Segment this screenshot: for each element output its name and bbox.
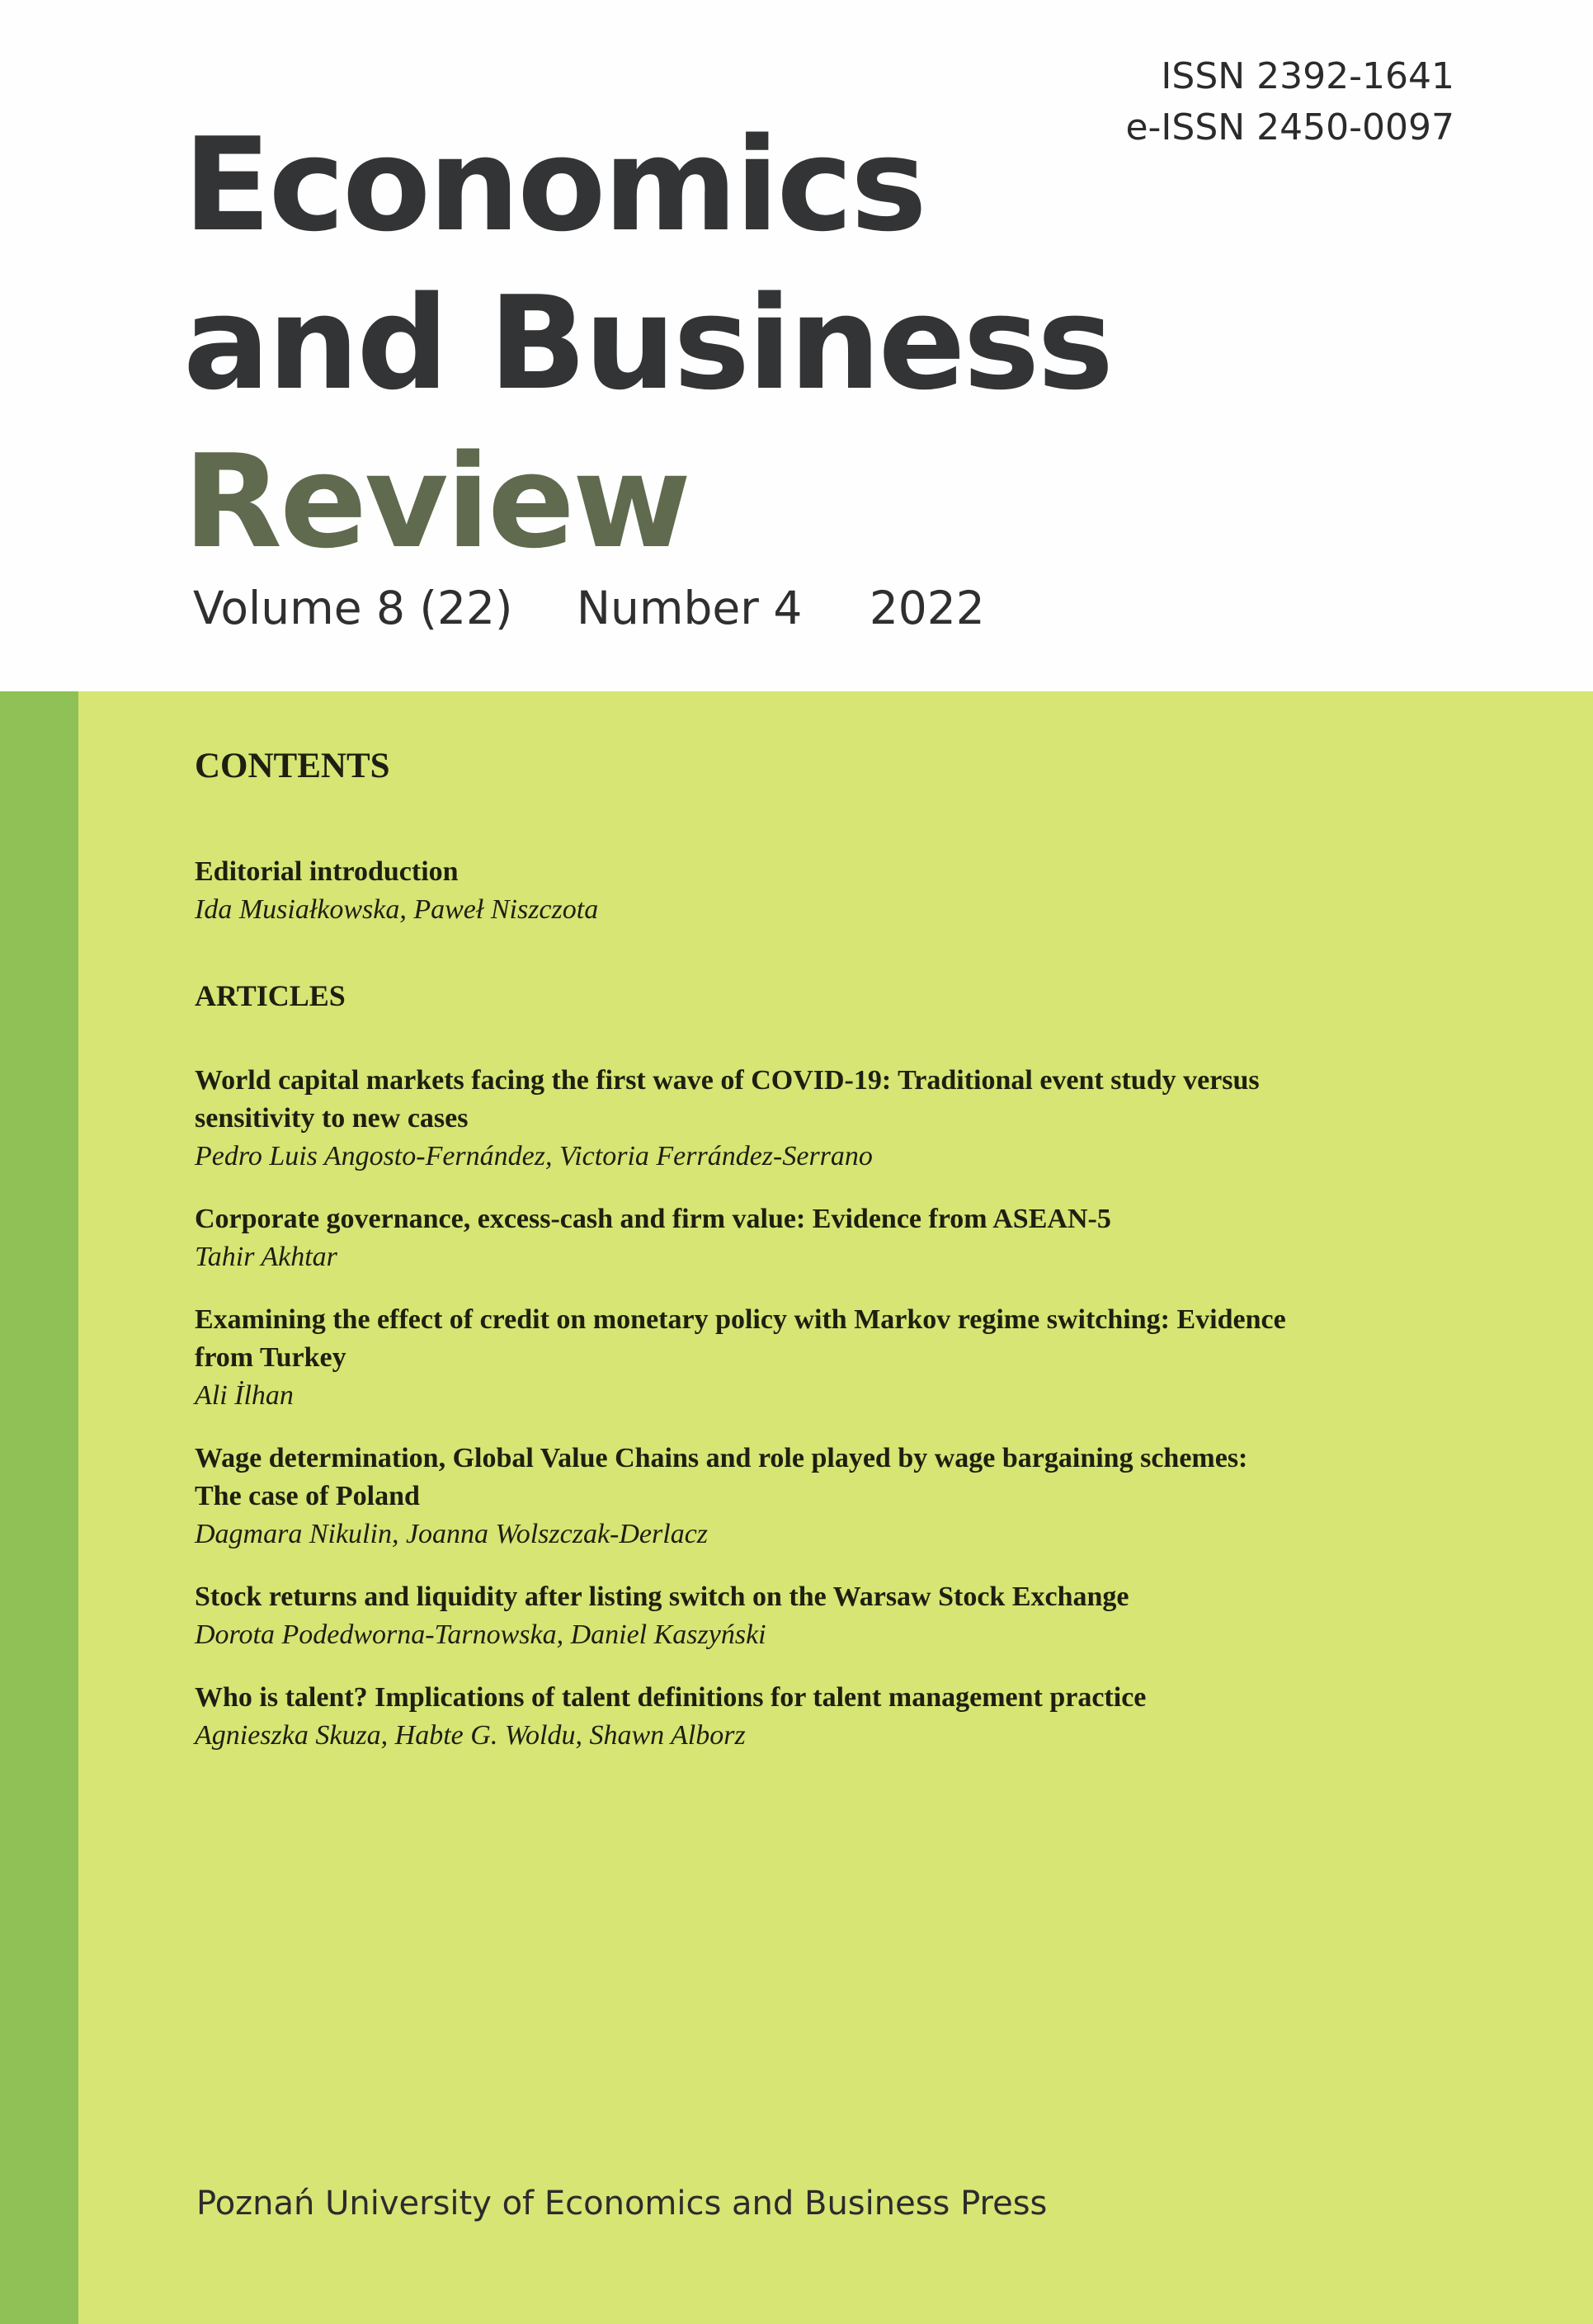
title-line-and-business: and Business: [183, 268, 1112, 418]
article-entry: [195, 1301, 1292, 1415]
publisher-name: Poznań University of Economics and Business Press: [196, 2185, 1048, 2223]
article-authors: Pedro Luis Angosto-Fernández, Victoria Ferrández-Serrano: [195, 1141, 873, 1171]
cover-header: [0, 0, 1593, 691]
table-of-contents: [195, 742, 1292, 1755]
editorial-title: Editorial introduction: [195, 856, 459, 887]
title-line-economics: Economics: [183, 110, 925, 260]
article-entry: [195, 1440, 1292, 1553]
volume-label: Volume 8 (22): [193, 582, 513, 634]
editorial-authors: Ida Musiałkowska, Paweł Niszczota: [195, 894, 599, 925]
article-entry: [195, 1679, 1292, 1755]
article-title: Wage determination, Global Value Chains and role played by wage bargaining schemes: The case of Poland: [195, 1443, 1248, 1511]
article-authors: Dorota Podedworna-Tarnowska, Daniel Kaszyński: [195, 1619, 766, 1650]
article-entry: [195, 1200, 1292, 1276]
article-title: Stock returns and liquidity after listing switch on the Warsaw Stock Exchange: [195, 1582, 1129, 1612]
issn-block: [1125, 51, 1454, 153]
contents-heading: CONTENTS: [195, 747, 390, 785]
article-title: World capital markets facing the first wave of COVID-19: Traditional event study versus sensitivity to new cases: [195, 1065, 1260, 1134]
number-label: Number 4: [576, 582, 803, 634]
year-label: 2022: [869, 582, 985, 634]
articles-heading: ARTICLES: [195, 979, 346, 1012]
issn-electronic: e-ISSN 2450-0097: [1125, 106, 1454, 148]
article-title: Examining the effect of credit on monetary policy with Markov regime switching: Evidence from Turkey: [195, 1304, 1286, 1373]
article-title: Corporate governance, excess-cash and firm value: Evidence from ASEAN-5: [195, 1204, 1111, 1234]
article-authors: Tahir Akhtar: [195, 1242, 337, 1272]
article-title: Who is talent? Implications of talent definitions for talent management practice: [195, 1682, 1147, 1713]
article-authors: Dagmara Nikulin, Joanna Wolszczak-Derlacz: [195, 1519, 709, 1549]
article-authors: Agnieszka Skuza, Habte G. Woldu, Shawn Alborz: [195, 1720, 746, 1751]
spine-stripe: [0, 691, 78, 2324]
article-entry: [195, 1062, 1292, 1176]
article-entry: [195, 1578, 1292, 1654]
title-line-review: Review: [183, 427, 690, 577]
issn-print: ISSN 2392-1641: [1161, 55, 1454, 97]
editorial-entry: [195, 853, 1292, 929]
article-authors: Ali İlhan: [195, 1380, 294, 1411]
journal-title: [183, 106, 1111, 581]
issue-info: [193, 582, 985, 634]
